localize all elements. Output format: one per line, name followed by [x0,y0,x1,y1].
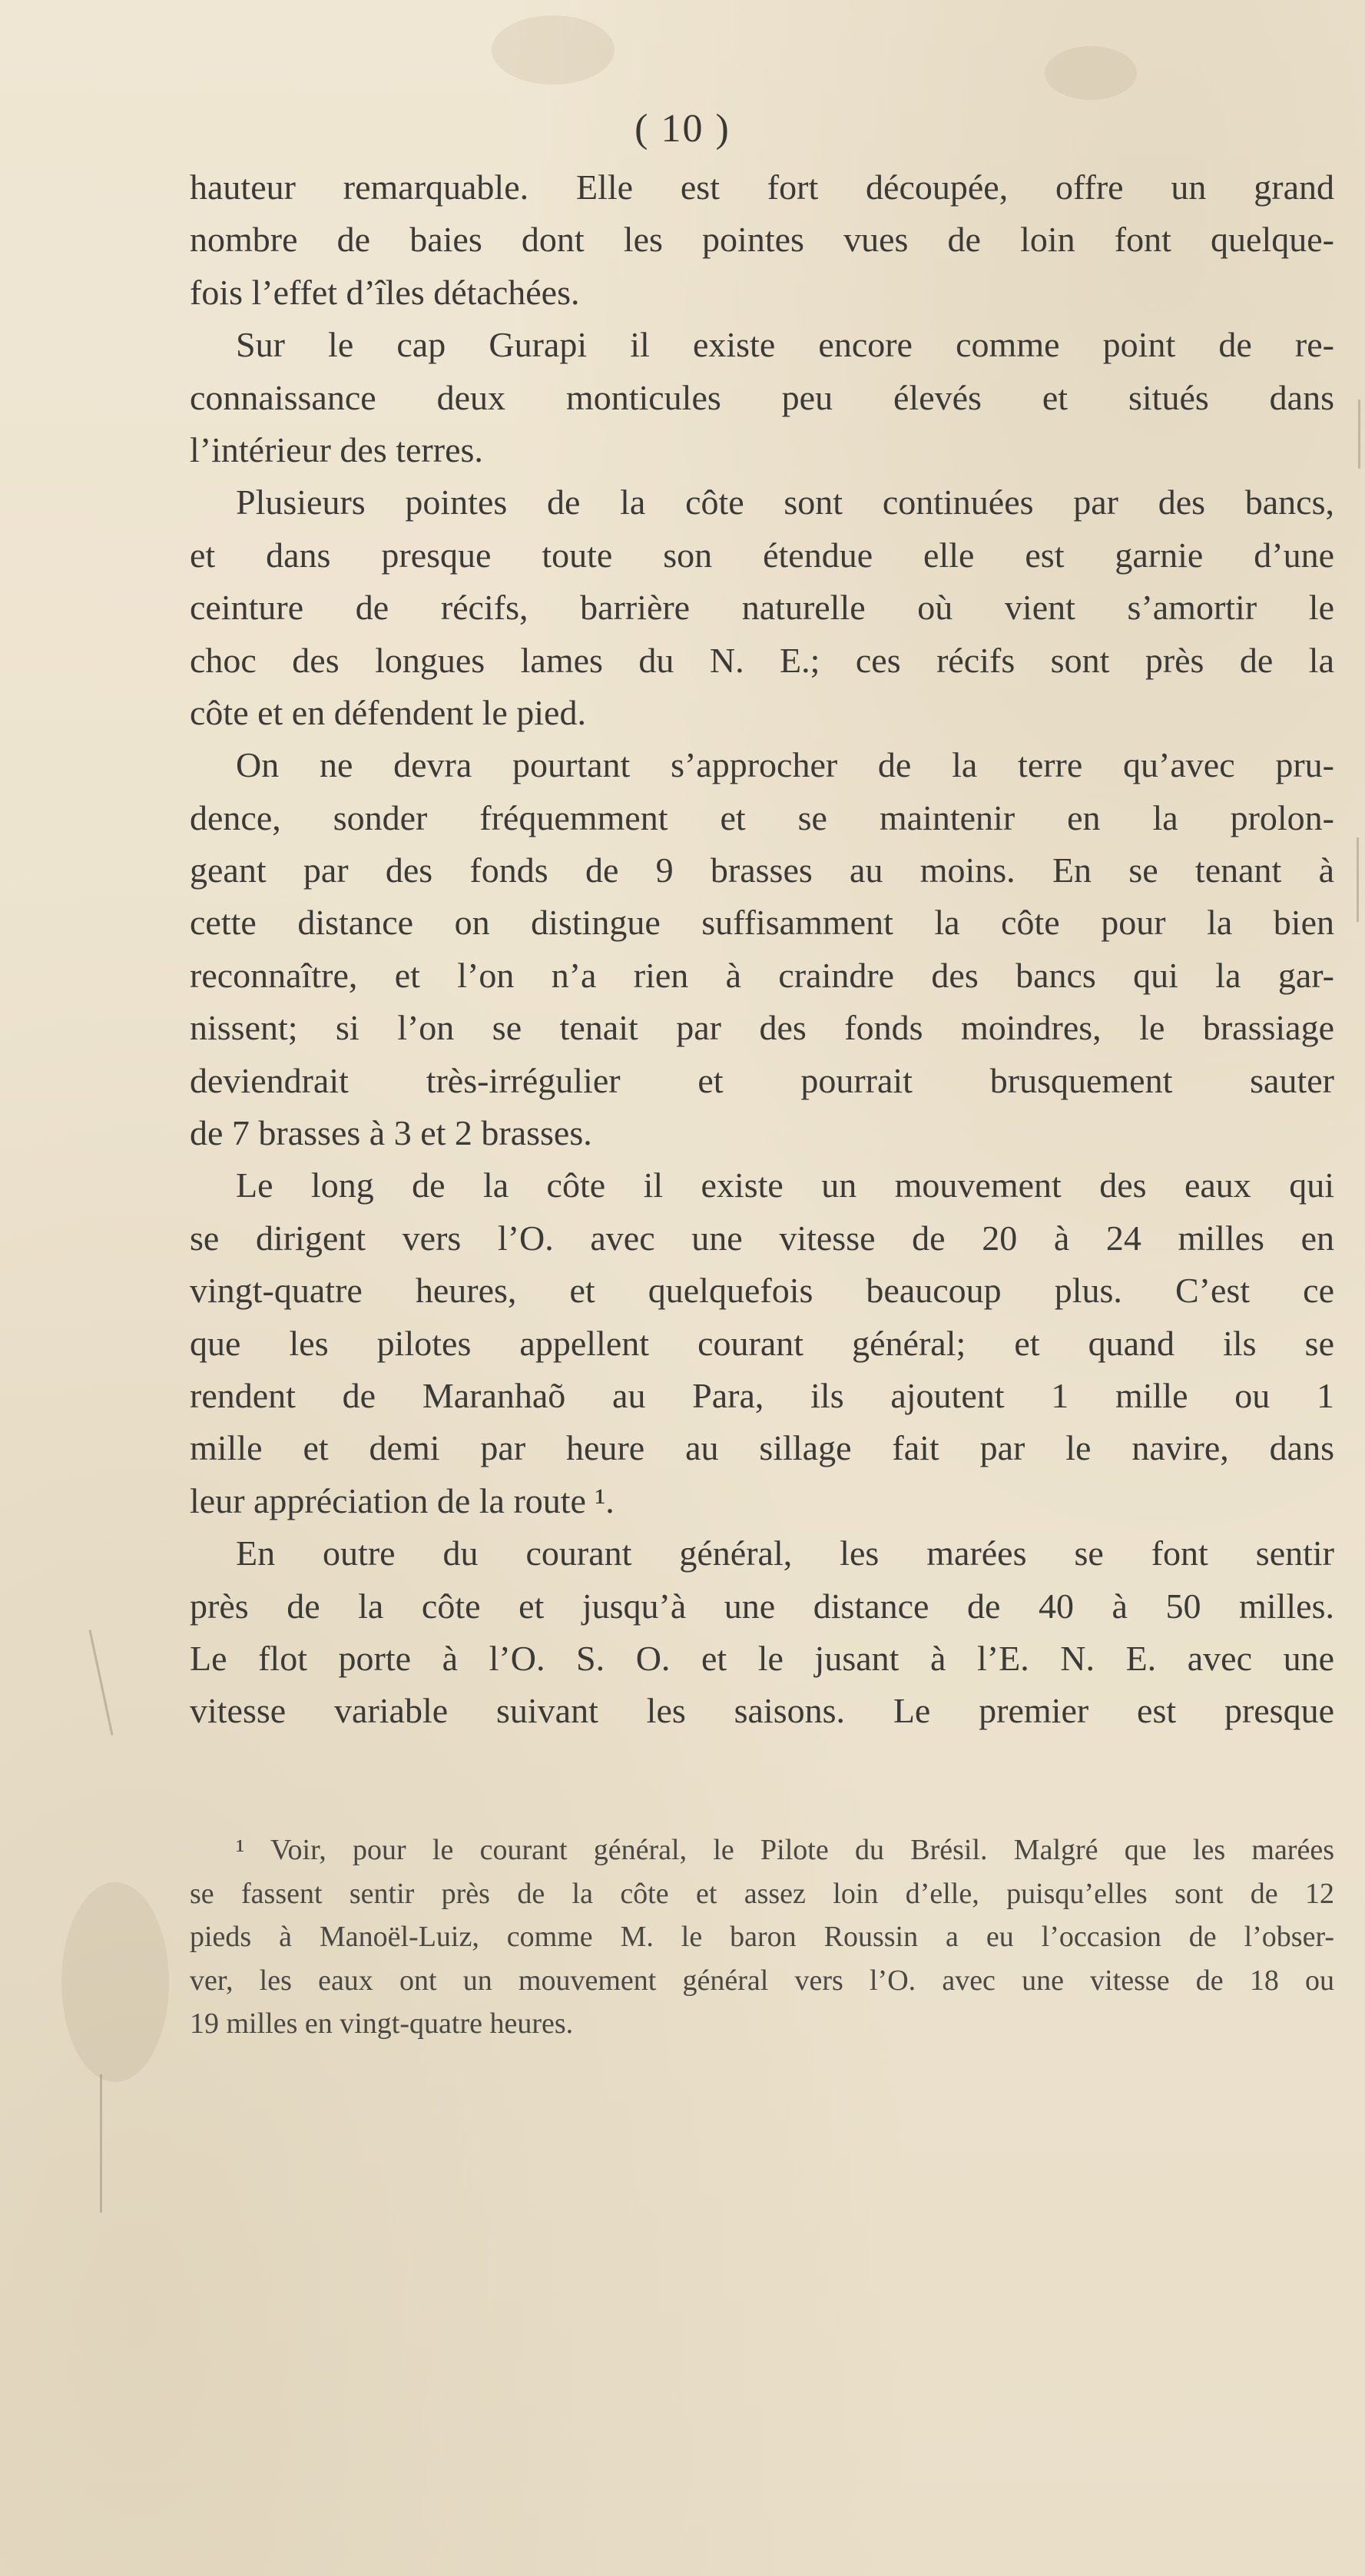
footnote-line: se fassent sentir près de la côte et assez loin d’elle, puisqu’elles sont de 12 [190,1877,1334,1910]
paper-stain [492,15,615,85]
text-line: Sur le cap Gurapi il existe encore comme point de re- [236,325,1334,365]
text-line: fois l’effet d’îles détachées. [190,272,580,312]
text-line: hauteur remarquable. Elle est fort découpée, offre un grand [190,167,1334,207]
text-line: On ne devra pourtant s’approcher de la terre qu’avec pru- [236,745,1334,785]
text-line: Le flot porte à l’O. S. O. et le jusant à l’E. N. E. avec une [190,1638,1334,1678]
text-line: geant par des fonds de 9 brasses au moins. En se tenant à [190,850,1334,890]
footnote-line: ver, les eaux ont un mouvement général vers l’O. avec une vitesse de 18 ou [190,1964,1334,1997]
text-line: l’intérieur des terres. [190,429,483,469]
edge-mark [88,1629,113,1736]
text-line: dence, sonder fréquemment et se maintenir en la prolon- [190,797,1334,837]
paper-stain [61,1882,169,2082]
text-line: se dirigent vers l’O. avec une vitesse de 20 à 24 milles en [190,1218,1334,1258]
text-line: choc des longues lames du N. E.; ces récifs sont près de la [190,640,1334,680]
text-line: leur appréciation de la route ¹. [190,1480,615,1520]
text-line: ceinture de récifs, barrière naturelle où vient s’amortir le [190,588,1334,628]
text-line: vitesse variable suivant les saisons. Le premier est presque [190,1691,1334,1731]
footnote-block [190,1828,1334,2046]
page-number: ( 10 ) [634,107,731,151]
text-line: reconnaître, et l’on n’a rien à craindre des bancs qui la gar- [190,955,1334,995]
text-line: Le long de la côte il existe un mouvement des eaux qui [236,1165,1334,1205]
edge-mark [100,2074,102,2213]
text-line: côte et en défendent le pied. [190,692,586,732]
text-line: que les pilotes appellent courant général; et quand ils se [190,1323,1334,1363]
text-line: vingt-quatre heures, et quelquefois beaucoup plus. C’est ce [190,1271,1334,1311]
main-text-block [190,161,1334,1738]
text-line: nombre de baies dont les pointes vues de loin font quelque- [190,220,1334,260]
text-line: deviendrait très-irrégulier et pourrait brusquement sauter [190,1060,1334,1100]
text-line: En outre du courant général, les marées se font sentir [236,1533,1334,1573]
text-line: et dans presque toute son étendue elle est garnie d’une [190,535,1334,575]
text-line: près de la côte et jusqu’à une distance de 40 à 50 milles. [190,1586,1334,1626]
footnote-line: ¹ Voir, pour le courant général, le Pilote du Brésil. Malgré que les marées [236,1834,1334,1866]
text-line: Plusieurs pointes de la côte sont continuées par des bancs, [236,482,1334,522]
edge-mark [1358,399,1360,469]
text-line: connaissance deux monticules peu élevés et situés dans [190,377,1334,417]
footnote-line: pieds à Manoël-Luiz, comme M. le baron Roussin a eu l’occasion de l’obser- [190,1921,1334,1953]
footnote-line: 19 milles en vingt-quatre heures. [190,2007,574,2040]
text-line: rendent de Maranhaõ au Para, ils ajoutent 1 mille ou 1 [190,1375,1334,1415]
text-line: cette distance on distingue suffisamment la côte pour la bien [190,903,1334,943]
text-line: mille et demi par heure au sillage fait par le navire, dans [190,1428,1334,1468]
paper-stain [1045,46,1137,100]
text-line: de 7 brasses à 3 et 2 brasses. [190,1113,592,1153]
edge-mark [1357,837,1359,922]
text-line: nissent; si l’on se tenait par des fonds moindres, le brassiage [190,1008,1334,1048]
